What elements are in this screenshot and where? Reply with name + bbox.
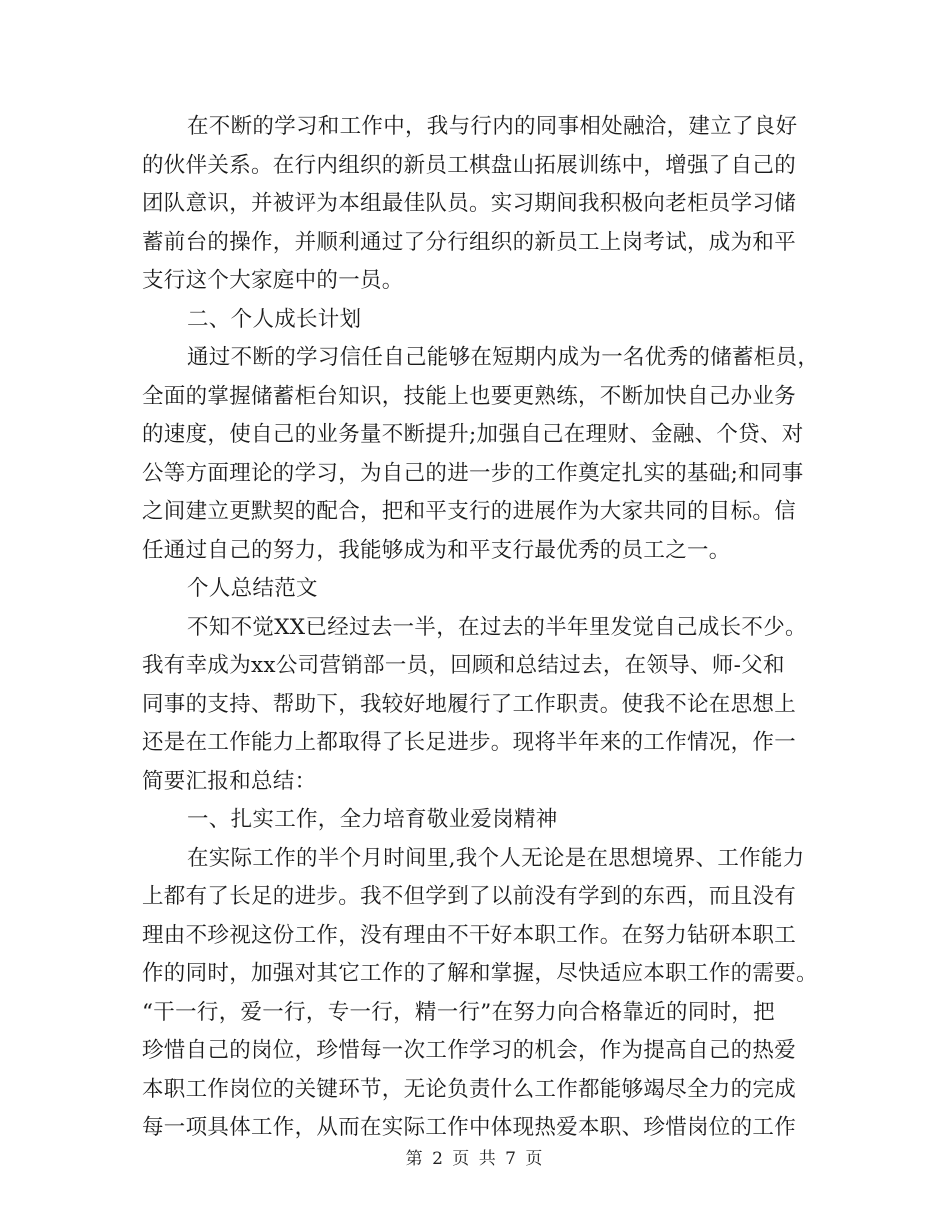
text-line: 蓄前台的操作，并顺利通过了分行组织的新员工上岗考试，成为和平 (142, 229, 797, 255)
document-body (142, 108, 820, 1148)
section-heading: 个人总结范文 (187, 576, 318, 601)
text-line: 理由不珍视这份工作，没有理由不干好本职工作。在努力钻研本职工 (142, 922, 797, 948)
text-line: 支行这个大家庭中的一员。 (142, 268, 404, 293)
text-line: 不知不觉XX已经过去一半，在过去的半年里发觉自己成长不少。 (187, 614, 807, 640)
text-line: 在实际工作的半个月时间里,我个人无论是在思想境界、工作能力 (187, 845, 805, 871)
text-line: 上都有了长足的进步。我不但学到了以前没有学到的东西，而且没有 (142, 884, 797, 909)
text-line: 在不断的学习和工作中，我与行内的同事相处融洽，建立了良好 (187, 114, 798, 139)
section-heading: 二、个人成长计划 (187, 306, 362, 332)
text-line: 本职工作岗位的关键环节，无论负责什么工作都能够竭尽全力的完成 (142, 1076, 797, 1102)
text-line: 我有幸成为xx公司营销部一员，回顾和总结过去，在领导、师-父和 (142, 653, 785, 678)
text-line: 全面的掌握储蓄柜台知识，技能上也要更熟练，不断加快自己办业务 (142, 383, 797, 409)
text-line: 任通过自己的努力，我能够成为和平支行最优秀的员工之一。 (142, 537, 731, 563)
text-line: 还是在工作能力上都取得了长足进步。现将半年来的工作情况，作一 (142, 730, 797, 755)
text-line: 每一项具体工作，从而在实际工作中体现热爱本职、珍惜岗位的工作 (142, 1115, 797, 1140)
section-heading: 一、扎实工作，全力培育敬业爱岗精神 (187, 807, 558, 832)
text-line: 的伙伴关系。在行内组织的新员工棋盘山拓展训练中，增强了自己的 (142, 152, 797, 178)
text-line: 珍惜自己的岗位，珍惜每一次工作学习的机会，作为提高自己的热爱 (142, 1038, 797, 1063)
text-line: 作的同时，加强对其它工作的了解和掌握，尽快适应本职工作的需要。 (142, 961, 818, 986)
text-line: 的速度，使自己的业务量不断提升;加强自己在理财、金融、个贷、对 (142, 422, 804, 447)
page-footer: 第 2 页 共 7 页 (405, 1149, 545, 1169)
text-line: 简要汇报和总结： (142, 768, 317, 794)
text-line: 之间建立更默契的配合，把和平支行的进展作为大家共同的目标。信 (142, 499, 797, 524)
text-line: 同事的支持、帮助下，我较好地履行了工作职责。使我不论在思想上 (142, 691, 797, 717)
text-line: 团队意识，并被评为本组最佳队员。实习期间我积极向老柜员学习储 (142, 191, 797, 216)
text-line: 通过不断的学习信任自己能够在短期内成为一名优秀的储蓄柜员， (187, 345, 820, 370)
text-line: “干一行，爱一行，专一行，精一行”在努力向合格靠近的同时，把 (142, 999, 775, 1025)
text-line: 公等方面理论的学习，为自己的进一步的工作奠定扎实的基础;和同事 (142, 460, 804, 486)
